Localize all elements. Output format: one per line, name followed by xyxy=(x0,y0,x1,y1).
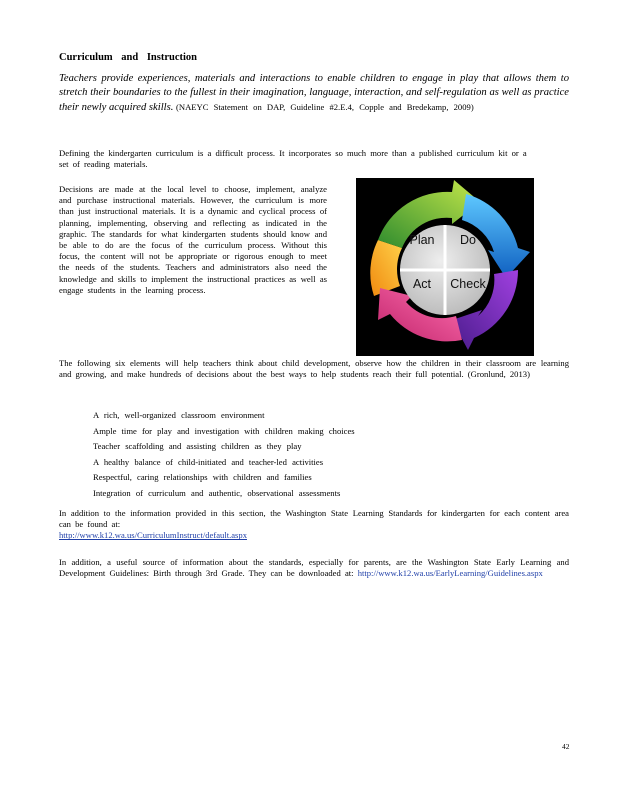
paragraph-guidelines xyxy=(59,557,569,579)
intro-citation: (NAEYC Statement on DAP, Guideline #2.E.4, Copple and Bredekamp, 2009) xyxy=(176,102,474,112)
standards-link[interactable]: http://www.k12.wa.us/CurriculumInstruct/default.aspx xyxy=(59,530,247,541)
intro-quote xyxy=(59,72,569,115)
paragraph-standards-text: In addition to the information provided in this section, the Washington State Learning Standards for kindergarten for each content area can be found at: xyxy=(59,508,569,530)
list-item xyxy=(59,456,569,472)
list-item xyxy=(59,440,569,456)
paragraph-six-elements: The following six elements will help teachers think about child development, observe how the children in their classroom are learning and growing, and make hundreds of decisions about the best ways to help students reach their full potential. (Gronlund, 2013) xyxy=(59,358,569,380)
list-item-text: Teacher scaffolding and assisting children as they play xyxy=(93,441,302,452)
list-item xyxy=(59,409,569,425)
paragraph-standards xyxy=(59,508,569,542)
list-item-text: A healthy balance of child-initiated and teacher-led activities xyxy=(93,456,324,467)
list-item xyxy=(59,425,569,441)
page-number: 42 xyxy=(562,742,570,751)
guidelines-link[interactable]: http://www.k12.wa.us/EarlyLearning/Guidelines.aspx xyxy=(357,568,543,579)
list-item xyxy=(59,471,569,487)
paragraph-decisions: Decisions are made at the local level to choose, implement, analyze and purchase instructional materials. However, the curriculum is more than just instructional materials. It is a dynamic and cyclical process of planning, implementing, observing and reflecting as indicated in the graphic. The standards for what kindergarten students should know and be able to do are the focus of the curriculum process. Without this focus, the content will not be appropriate or rigorous enough to meet the needs of the students. Teachers and administrators also need the knowledge and skills to implement the instructional practices as well as engage students in the learning process. xyxy=(59,184,327,295)
cycle-label-do: Do xyxy=(460,233,476,247)
list-item-text: Integration of curriculum and authentic, observational assessments xyxy=(93,487,341,498)
list-item xyxy=(59,487,569,503)
list-item-text: Ample time for play and investigation with children making choices xyxy=(93,425,355,436)
elements-list xyxy=(59,409,569,503)
paragraph-guidelines-text: In addition, a useful source of information about the standards, especially for parents, are the Washington State Early Learning and Development Guidelines: Birth through 3rd Grade. They can be downloaded at: xyxy=(59,557,569,579)
cycle-label-act: Act xyxy=(412,277,432,291)
intro-quote-text: Teachers provide experiences, materials and interactions to enable children to engage in play that allows them to stretch their boundaries to the fullest in their imagination, language, interaction, and self-regulation as well as practice their newly acquired skills. xyxy=(59,73,569,113)
list-item-text: Respectful, caring relationships with children and families xyxy=(93,472,312,483)
section-heading: Curriculum and Instruction xyxy=(59,52,198,63)
cycle-label-check: Check xyxy=(450,277,486,291)
cycle-label-plan: Plan xyxy=(409,233,435,247)
list-item-text: A rich, well-organized classroom environment xyxy=(93,410,265,420)
plan-do-check-act-cycle-graphic xyxy=(356,178,534,356)
paragraph-defining: Defining the kindergarten curriculum is a difficult process. It incorporates so much more than a published curriculum kit or a set of reading materials. xyxy=(59,148,527,170)
